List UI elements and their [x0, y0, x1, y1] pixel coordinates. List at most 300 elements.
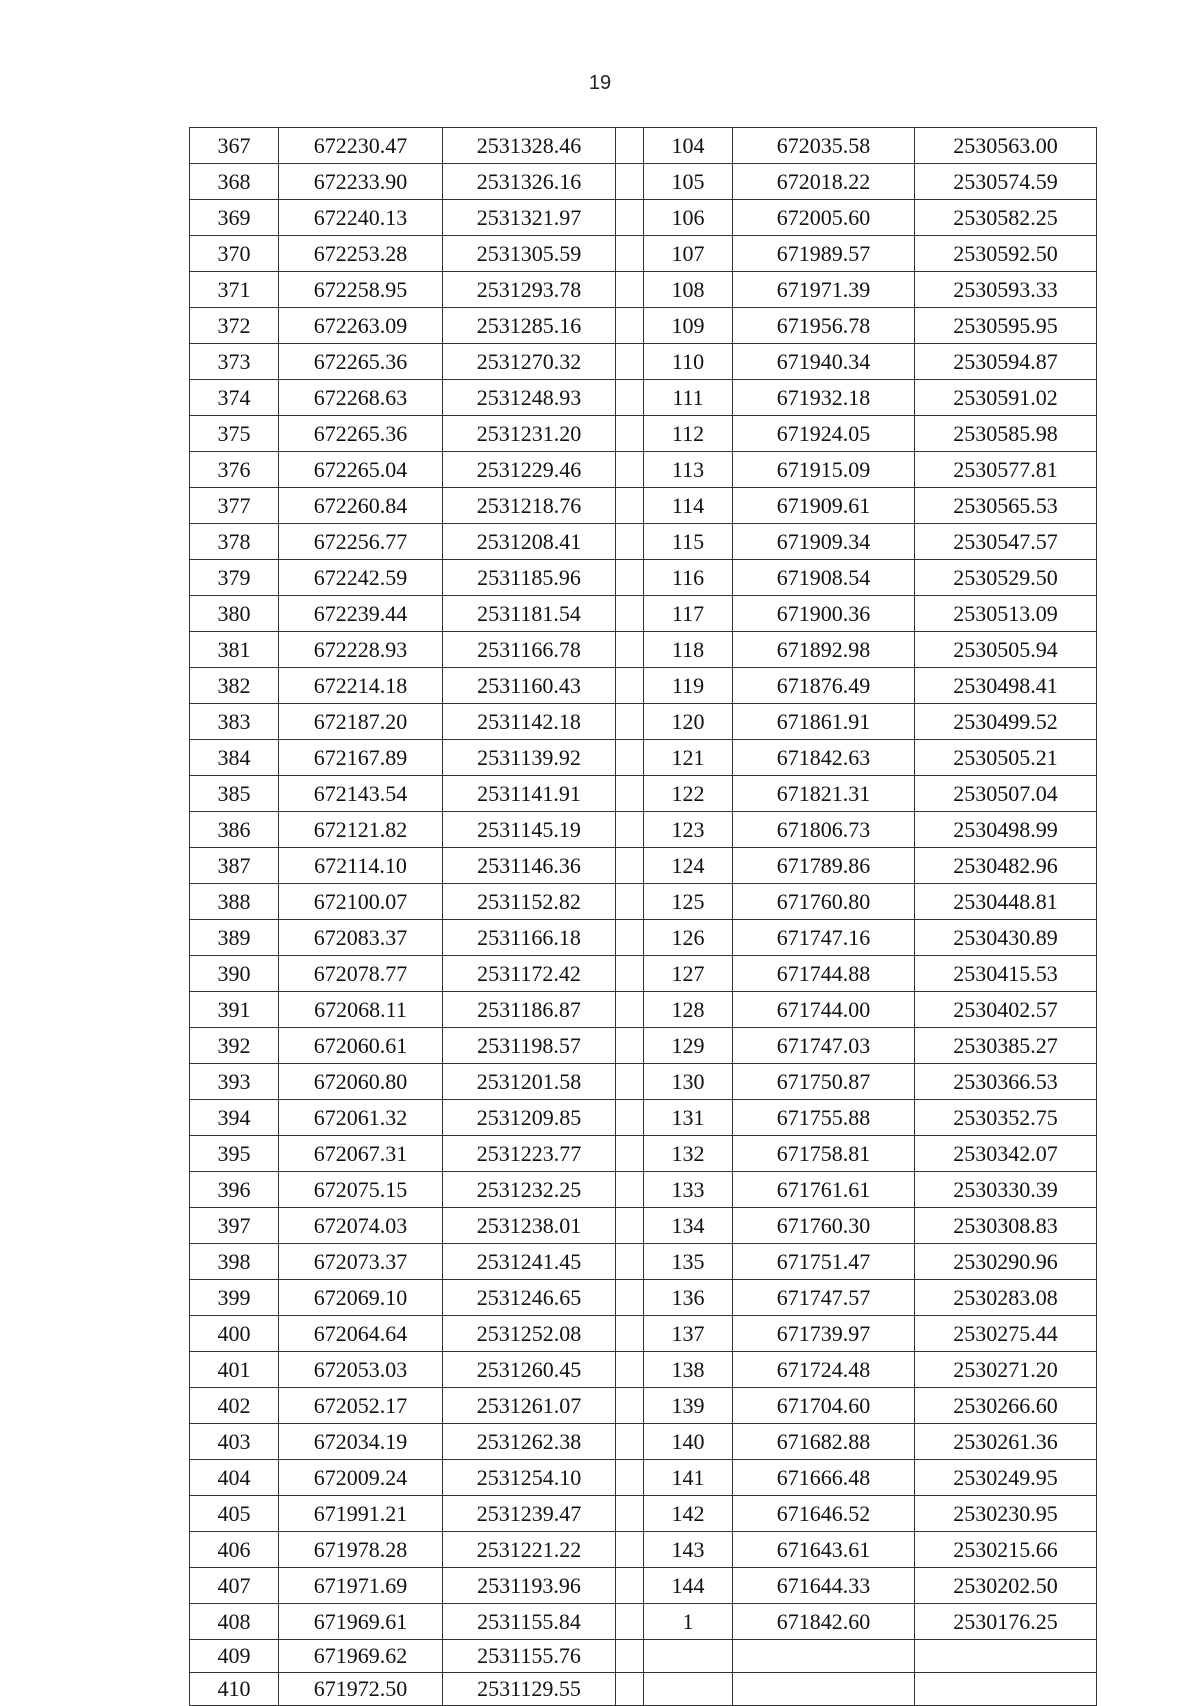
table-row	[190, 308, 1097, 344]
point-number-cell: 137	[644, 1316, 733, 1352]
point-number-cell: 113	[644, 452, 733, 488]
point-number-cell: 396	[190, 1172, 279, 1208]
point-number-cell: 117	[644, 596, 733, 632]
y-coordinate-cell: 2531260.45	[443, 1352, 616, 1388]
point-number-cell: 400	[190, 1316, 279, 1352]
x-coordinate-cell: 672214.18	[279, 668, 443, 704]
point-number-cell: 128	[644, 992, 733, 1028]
point-number-cell: 120	[644, 704, 733, 740]
y-coordinate-cell: 2530505.94	[915, 632, 1097, 668]
y-coordinate-cell: 2531229.46	[443, 452, 616, 488]
table-row	[190, 164, 1097, 200]
x-coordinate-cell: 671908.54	[733, 560, 915, 596]
spacer-cell	[616, 1424, 644, 1460]
y-coordinate-cell: 2530430.89	[915, 920, 1097, 956]
x-coordinate-cell: 671915.09	[733, 452, 915, 488]
x-coordinate-cell: 672187.20	[279, 704, 443, 740]
y-coordinate-cell: 2531185.96	[443, 560, 616, 596]
y-coordinate-cell: 2530585.98	[915, 416, 1097, 452]
y-coordinate-cell: 2531285.16	[443, 308, 616, 344]
point-number-cell: 399	[190, 1280, 279, 1316]
y-coordinate-cell: 2531246.65	[443, 1280, 616, 1316]
x-coordinate-cell: 672068.11	[279, 992, 443, 1028]
table-row	[190, 1208, 1097, 1244]
x-coordinate-cell: 671900.36	[733, 596, 915, 632]
y-coordinate-cell: 2530271.20	[915, 1352, 1097, 1388]
point-number-cell: 123	[644, 812, 733, 848]
y-coordinate-cell: 2531209.85	[443, 1100, 616, 1136]
spacer-cell	[616, 1316, 644, 1352]
y-coordinate-cell: 2530547.57	[915, 524, 1097, 560]
y-coordinate-cell: 2530215.66	[915, 1532, 1097, 1568]
x-coordinate-cell: 672100.07	[279, 884, 443, 920]
x-coordinate-cell: 672114.10	[279, 848, 443, 884]
y-coordinate-cell: 2530266.60	[915, 1388, 1097, 1424]
x-coordinate-cell: 671989.57	[733, 236, 915, 272]
y-coordinate-cell	[915, 1640, 1097, 1673]
y-coordinate-cell: 2530402.57	[915, 992, 1097, 1028]
spacer-cell	[616, 1460, 644, 1496]
y-coordinate-cell: 2531326.16	[443, 164, 616, 200]
point-number-cell: 403	[190, 1424, 279, 1460]
y-coordinate-cell: 2531238.01	[443, 1208, 616, 1244]
y-coordinate-cell: 2531146.36	[443, 848, 616, 884]
point-number-cell: 391	[190, 992, 279, 1028]
x-coordinate-cell: 671806.73	[733, 812, 915, 848]
x-coordinate-cell: 672242.59	[279, 560, 443, 596]
point-number-cell: 126	[644, 920, 733, 956]
y-coordinate-cell: 2531172.42	[443, 956, 616, 992]
point-number-cell: 394	[190, 1100, 279, 1136]
table-row	[190, 1172, 1097, 1208]
y-coordinate-cell: 2530482.96	[915, 848, 1097, 884]
x-coordinate-cell: 671940.34	[733, 344, 915, 380]
spacer-cell	[616, 1028, 644, 1064]
table-row	[190, 200, 1097, 236]
x-coordinate-cell: 672265.36	[279, 344, 443, 380]
y-coordinate-cell: 2531201.58	[443, 1064, 616, 1100]
x-coordinate-cell: 672052.17	[279, 1388, 443, 1424]
point-number-cell: 370	[190, 236, 279, 272]
y-coordinate-cell: 2531223.77	[443, 1136, 616, 1172]
point-number-cell: 373	[190, 344, 279, 380]
spacer-cell	[616, 128, 644, 164]
x-coordinate-cell	[733, 1640, 915, 1673]
point-number-cell: 104	[644, 128, 733, 164]
x-coordinate-cell: 671861.91	[733, 704, 915, 740]
spacer-cell	[616, 1604, 644, 1640]
y-coordinate-cell: 2531186.87	[443, 992, 616, 1028]
table-row	[190, 1388, 1097, 1424]
y-coordinate-cell: 2531261.07	[443, 1388, 616, 1424]
y-coordinate-cell: 2531139.92	[443, 740, 616, 776]
point-number-cell: 127	[644, 956, 733, 992]
x-coordinate-cell: 672121.82	[279, 812, 443, 848]
x-coordinate-cell: 671747.57	[733, 1280, 915, 1316]
y-coordinate-cell: 2531239.47	[443, 1496, 616, 1532]
point-number-cell: 131	[644, 1100, 733, 1136]
x-coordinate-cell: 671971.69	[279, 1568, 443, 1604]
point-number-cell: 389	[190, 920, 279, 956]
x-coordinate-cell: 671821.31	[733, 776, 915, 812]
point-number-cell: 381	[190, 632, 279, 668]
y-coordinate-cell: 2530505.21	[915, 740, 1097, 776]
point-number-cell: 398	[190, 1244, 279, 1280]
table-row	[190, 1136, 1097, 1172]
point-number-cell: 367	[190, 128, 279, 164]
spacer-cell	[616, 344, 644, 380]
x-coordinate-cell: 671971.39	[733, 272, 915, 308]
y-coordinate-cell: 2530507.04	[915, 776, 1097, 812]
y-coordinate-cell: 2531181.54	[443, 596, 616, 632]
table-row	[190, 956, 1097, 992]
x-coordinate-cell: 671760.80	[733, 884, 915, 920]
spacer-cell	[616, 1388, 644, 1424]
point-number-cell: 139	[644, 1388, 733, 1424]
x-coordinate-cell: 671724.48	[733, 1352, 915, 1388]
point-number-cell: 368	[190, 164, 279, 200]
y-coordinate-cell: 2530563.00	[915, 128, 1097, 164]
x-coordinate-cell: 672265.36	[279, 416, 443, 452]
table-row	[190, 1244, 1097, 1280]
y-coordinate-cell: 2531155.76	[443, 1640, 616, 1673]
point-number-cell: 385	[190, 776, 279, 812]
y-coordinate-cell: 2530565.53	[915, 488, 1097, 524]
table-row	[190, 524, 1097, 560]
point-number-cell: 105	[644, 164, 733, 200]
x-coordinate-cell: 672167.89	[279, 740, 443, 776]
point-number-cell: 375	[190, 416, 279, 452]
table-row	[190, 272, 1097, 308]
x-coordinate-cell: 671761.61	[733, 1172, 915, 1208]
y-coordinate-cell: 2530202.50	[915, 1568, 1097, 1604]
y-coordinate-cell: 2531248.93	[443, 380, 616, 416]
spacer-cell	[616, 596, 644, 632]
x-coordinate-cell: 671876.49	[733, 668, 915, 704]
page-number: 19	[588, 72, 612, 94]
point-number-cell: 140	[644, 1424, 733, 1460]
y-coordinate-cell: 2530330.39	[915, 1172, 1097, 1208]
y-coordinate-cell: 2531129.55	[443, 1673, 616, 1706]
x-coordinate-cell: 671842.63	[733, 740, 915, 776]
table-row	[190, 740, 1097, 776]
y-coordinate-cell: 2530582.25	[915, 200, 1097, 236]
spacer-cell	[616, 776, 644, 812]
y-coordinate-cell: 2530230.95	[915, 1496, 1097, 1532]
point-number-cell: 134	[644, 1208, 733, 1244]
x-coordinate-cell: 672053.03	[279, 1352, 443, 1388]
point-number-cell: 115	[644, 524, 733, 560]
point-number-cell: 372	[190, 308, 279, 344]
table-row	[190, 344, 1097, 380]
table-row	[190, 1496, 1097, 1532]
x-coordinate-cell: 672060.61	[279, 1028, 443, 1064]
spacer-cell	[616, 1208, 644, 1244]
x-coordinate-cell: 671644.33	[733, 1568, 915, 1604]
x-coordinate-cell: 672061.32	[279, 1100, 443, 1136]
x-coordinate-cell: 672256.77	[279, 524, 443, 560]
coordinate-table-container	[189, 127, 1097, 1706]
coordinate-table	[189, 127, 1097, 1706]
y-coordinate-cell: 2530275.44	[915, 1316, 1097, 1352]
y-coordinate-cell: 2530594.87	[915, 344, 1097, 380]
point-number-cell: 107	[644, 236, 733, 272]
point-number-cell: 377	[190, 488, 279, 524]
x-coordinate-cell: 672064.64	[279, 1316, 443, 1352]
x-coordinate-cell: 672083.37	[279, 920, 443, 956]
point-number-cell: 378	[190, 524, 279, 560]
y-coordinate-cell: 2530529.50	[915, 560, 1097, 596]
y-coordinate-cell: 2531305.59	[443, 236, 616, 272]
x-coordinate-cell: 672018.22	[733, 164, 915, 200]
y-coordinate-cell: 2530352.75	[915, 1100, 1097, 1136]
point-number-cell: 122	[644, 776, 733, 812]
point-number-cell: 130	[644, 1064, 733, 1100]
point-number-cell: 386	[190, 812, 279, 848]
x-coordinate-cell: 672074.03	[279, 1208, 443, 1244]
spacer-cell	[616, 1244, 644, 1280]
x-coordinate-cell: 672060.80	[279, 1064, 443, 1100]
x-coordinate-cell: 671760.30	[733, 1208, 915, 1244]
x-coordinate-cell: 672005.60	[733, 200, 915, 236]
y-coordinate-cell: 2531155.84	[443, 1604, 616, 1640]
table-row	[190, 704, 1097, 740]
point-number-cell: 407	[190, 1568, 279, 1604]
spacer-cell	[616, 200, 644, 236]
table-row	[190, 1673, 1097, 1706]
point-number-cell: 121	[644, 740, 733, 776]
point-number-cell: 383	[190, 704, 279, 740]
y-coordinate-cell: 2531166.78	[443, 632, 616, 668]
y-coordinate-cell: 2530290.96	[915, 1244, 1097, 1280]
y-coordinate-cell: 2531145.19	[443, 812, 616, 848]
y-coordinate-cell: 2531142.18	[443, 704, 616, 740]
point-number-cell: 409	[190, 1640, 279, 1673]
x-coordinate-cell: 672069.10	[279, 1280, 443, 1316]
x-coordinate-cell: 672260.84	[279, 488, 443, 524]
y-coordinate-cell: 2531321.97	[443, 200, 616, 236]
table-row	[190, 668, 1097, 704]
x-coordinate-cell	[733, 1673, 915, 1706]
point-number-cell: 376	[190, 452, 279, 488]
point-number-cell: 1	[644, 1604, 733, 1640]
y-coordinate-cell: 2531193.96	[443, 1568, 616, 1604]
spacer-cell	[616, 560, 644, 596]
table-row	[190, 1568, 1097, 1604]
x-coordinate-cell: 671751.47	[733, 1244, 915, 1280]
coordinate-table-body	[190, 128, 1097, 1706]
y-coordinate-cell: 2531141.91	[443, 776, 616, 812]
point-number-cell: 125	[644, 884, 733, 920]
point-number-cell: 118	[644, 632, 733, 668]
table-row	[190, 1532, 1097, 1568]
table-row	[190, 1064, 1097, 1100]
y-coordinate-cell: 2531270.32	[443, 344, 616, 380]
point-number-cell: 129	[644, 1028, 733, 1064]
y-coordinate-cell: 2531218.76	[443, 488, 616, 524]
spacer-cell	[616, 524, 644, 560]
x-coordinate-cell: 672239.44	[279, 596, 443, 632]
y-coordinate-cell: 2530415.53	[915, 956, 1097, 992]
x-coordinate-cell: 672233.90	[279, 164, 443, 200]
table-row	[190, 632, 1097, 668]
x-coordinate-cell: 671747.16	[733, 920, 915, 956]
y-coordinate-cell: 2531152.82	[443, 884, 616, 920]
y-coordinate-cell: 2531166.18	[443, 920, 616, 956]
point-number-cell: 410	[190, 1673, 279, 1706]
spacer-cell	[616, 1064, 644, 1100]
x-coordinate-cell: 671969.62	[279, 1640, 443, 1673]
table-row	[190, 1280, 1097, 1316]
table-row	[190, 380, 1097, 416]
x-coordinate-cell: 671744.88	[733, 956, 915, 992]
point-number-cell: 106	[644, 200, 733, 236]
y-coordinate-cell: 2530574.59	[915, 164, 1097, 200]
point-number-cell	[644, 1640, 733, 1673]
x-coordinate-cell: 671909.34	[733, 524, 915, 560]
table-row	[190, 848, 1097, 884]
x-coordinate-cell: 672034.19	[279, 1424, 443, 1460]
spacer-cell	[616, 1496, 644, 1532]
x-coordinate-cell: 672075.15	[279, 1172, 443, 1208]
x-coordinate-cell: 672228.93	[279, 632, 443, 668]
y-coordinate-cell: 2531262.38	[443, 1424, 616, 1460]
x-coordinate-cell: 671643.61	[733, 1532, 915, 1568]
spacer-cell	[616, 848, 644, 884]
point-number-cell: 390	[190, 956, 279, 992]
spacer-cell	[616, 1136, 644, 1172]
x-coordinate-cell: 671932.18	[733, 380, 915, 416]
x-coordinate-cell: 671789.86	[733, 848, 915, 884]
table-row	[190, 236, 1097, 272]
spacer-cell	[616, 632, 644, 668]
x-coordinate-cell: 671842.60	[733, 1604, 915, 1640]
point-number-cell: 109	[644, 308, 733, 344]
table-row	[190, 1640, 1097, 1673]
point-number-cell: 401	[190, 1352, 279, 1388]
spacer-cell	[616, 812, 644, 848]
x-coordinate-cell: 671646.52	[733, 1496, 915, 1532]
x-coordinate-cell: 671739.97	[733, 1316, 915, 1352]
spacer-cell	[616, 164, 644, 200]
x-coordinate-cell: 671755.88	[733, 1100, 915, 1136]
y-coordinate-cell: 2530342.07	[915, 1136, 1097, 1172]
x-coordinate-cell: 672268.63	[279, 380, 443, 416]
point-number-cell: 382	[190, 668, 279, 704]
point-number-cell	[644, 1673, 733, 1706]
y-coordinate-cell: 2530591.02	[915, 380, 1097, 416]
spacer-cell	[616, 488, 644, 524]
y-coordinate-cell: 2530448.81	[915, 884, 1097, 920]
y-coordinate-cell: 2530283.08	[915, 1280, 1097, 1316]
spacer-cell	[616, 704, 644, 740]
spacer-cell	[616, 920, 644, 956]
x-coordinate-cell: 672035.58	[733, 128, 915, 164]
y-coordinate-cell	[915, 1673, 1097, 1706]
y-coordinate-cell: 2531221.22	[443, 1532, 616, 1568]
point-number-cell: 110	[644, 344, 733, 380]
y-coordinate-cell: 2530593.33	[915, 272, 1097, 308]
table-row	[190, 1028, 1097, 1064]
table-row	[190, 812, 1097, 848]
table-row	[190, 1316, 1097, 1352]
point-number-cell: 404	[190, 1460, 279, 1496]
table-row	[190, 920, 1097, 956]
x-coordinate-cell: 671956.78	[733, 308, 915, 344]
x-coordinate-cell: 671666.48	[733, 1460, 915, 1496]
x-coordinate-cell: 671991.21	[279, 1496, 443, 1532]
y-coordinate-cell: 2531198.57	[443, 1028, 616, 1064]
spacer-cell	[616, 1100, 644, 1136]
point-number-cell: 138	[644, 1352, 733, 1388]
spacer-cell	[616, 956, 644, 992]
point-number-cell: 108	[644, 272, 733, 308]
point-number-cell: 387	[190, 848, 279, 884]
x-coordinate-cell: 672240.13	[279, 200, 443, 236]
point-number-cell: 116	[644, 560, 733, 596]
x-coordinate-cell: 672258.95	[279, 272, 443, 308]
y-coordinate-cell: 2530498.41	[915, 668, 1097, 704]
spacer-cell	[616, 992, 644, 1028]
point-number-cell: 144	[644, 1568, 733, 1604]
y-coordinate-cell: 2530366.53	[915, 1064, 1097, 1100]
y-coordinate-cell: 2530592.50	[915, 236, 1097, 272]
table-row	[190, 992, 1097, 1028]
spacer-cell	[616, 884, 644, 920]
spacer-cell	[616, 1673, 644, 1706]
y-coordinate-cell: 2530249.95	[915, 1460, 1097, 1496]
point-number-cell: 135	[644, 1244, 733, 1280]
x-coordinate-cell: 671744.00	[733, 992, 915, 1028]
y-coordinate-cell: 2530577.81	[915, 452, 1097, 488]
y-coordinate-cell: 2531231.20	[443, 416, 616, 452]
y-coordinate-cell: 2531208.41	[443, 524, 616, 560]
x-coordinate-cell: 672143.54	[279, 776, 443, 812]
point-number-cell: 114	[644, 488, 733, 524]
point-number-cell: 132	[644, 1136, 733, 1172]
point-number-cell: 384	[190, 740, 279, 776]
table-row	[190, 1424, 1097, 1460]
x-coordinate-cell: 671924.05	[733, 416, 915, 452]
spacer-cell	[616, 1568, 644, 1604]
table-row	[190, 560, 1097, 596]
point-number-cell: 112	[644, 416, 733, 452]
point-number-cell: 402	[190, 1388, 279, 1424]
spacer-cell	[616, 740, 644, 776]
y-coordinate-cell: 2530385.27	[915, 1028, 1097, 1064]
y-coordinate-cell: 2530261.36	[915, 1424, 1097, 1460]
x-coordinate-cell: 671909.61	[733, 488, 915, 524]
point-number-cell: 124	[644, 848, 733, 884]
x-coordinate-cell: 672078.77	[279, 956, 443, 992]
spacer-cell	[616, 1280, 644, 1316]
y-coordinate-cell: 2530499.52	[915, 704, 1097, 740]
y-coordinate-cell: 2531232.25	[443, 1172, 616, 1208]
spacer-cell	[616, 668, 644, 704]
table-row	[190, 884, 1097, 920]
table-row	[190, 1352, 1097, 1388]
y-coordinate-cell: 2531254.10	[443, 1460, 616, 1496]
point-number-cell: 380	[190, 596, 279, 632]
table-row	[190, 1100, 1097, 1136]
x-coordinate-cell: 671758.81	[733, 1136, 915, 1172]
point-number-cell: 141	[644, 1460, 733, 1496]
table-row	[190, 1460, 1097, 1496]
point-number-cell: 406	[190, 1532, 279, 1568]
point-number-cell: 136	[644, 1280, 733, 1316]
x-coordinate-cell: 671969.61	[279, 1604, 443, 1640]
y-coordinate-cell: 2531160.43	[443, 668, 616, 704]
